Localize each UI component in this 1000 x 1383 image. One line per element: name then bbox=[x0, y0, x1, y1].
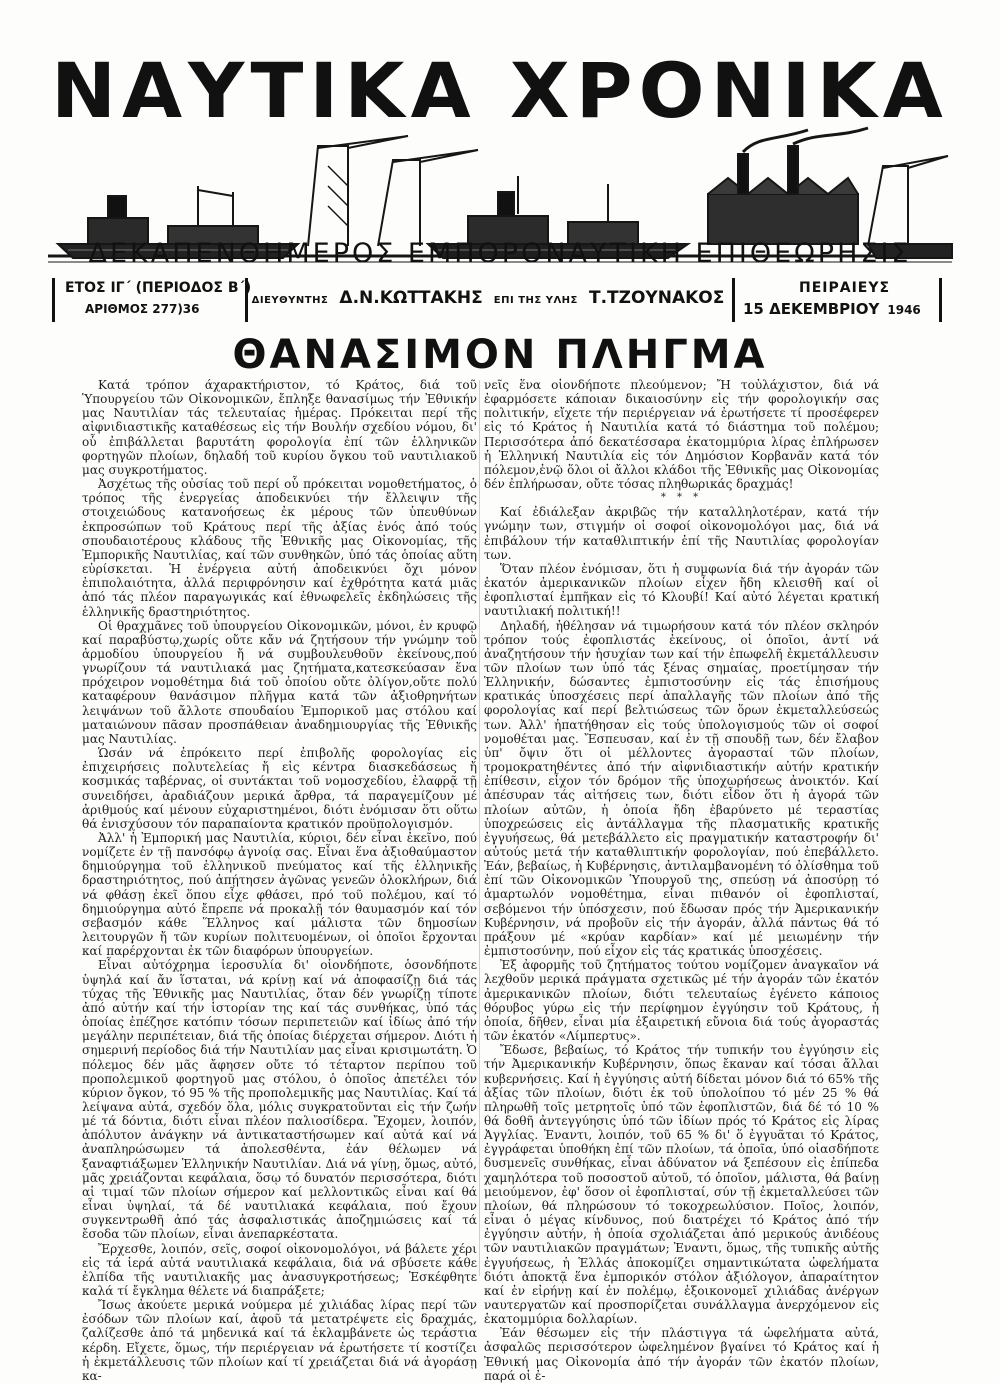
issue-info-bar bbox=[48, 276, 952, 328]
article-paragraph: Ὅταν πλέον ἐνόμισαν, ὅτι ἡ συμφωνία διά τήν ἀγοράν τῶν ἑκατόν ἀμερικανικῶν πλοίων εἶχεν ἤδη κλεισθῆ καί οἱ ἐφοπλισταί ἐμπῆκαν εἰς τό Κλουβί! Καί αὐτό λέγεται κρατική ναυτιλιακή πολιτική!! bbox=[484, 561, 879, 619]
article-paragraph: Κατά τρόπον άχαρακτήριστον, τό Κράτος, διά τοῦ Ὑπουργείου τῶν Οἰκονομικῶν, ἔπληξε θανασίμως τήν Ἐθνικήν μας Ναυτιλίαν τάς τελευταίας ἡμέρας. Πρόκειται περί τῆς αἰφνιδιαστικῆς καταθέσεως εἰς τήν Βουλήν σχεδίου νόμου, δι' οὗ ἐπιβάλλεται βαρυτάτη φορολογία ἐπί τῶν ἑλληνικῶν φορτηγῶν πλοίων, δηλαδή τοῦ κυρίου ὄγκου τοῦ ναυτιλιακοῦ μας συγκροτήματος. bbox=[82, 378, 477, 477]
article-paragraph: Ἐξ ἀφορμῆς τοῦ ζητήματος τούτου νομίζομεν ἀναγκαῖον νά λεχθοῦν μερικά πράγματα σχετικῶς μέ τήν ἀγοράν τῶν ἑκατόν ἀμερικανικῶν πλοίων, διότι τελευταίως ἐγένετο κάποιος θόρυβος γύρω εἰς τήν περίφημον ἐγγύησιν τοῦ Κράτους, ἡ ὁποία, δῆθεν, εἶναι μία ἐξαιρετική εὔνοια διά τούς ἀγοραστάς τῶν ἑκατόν «Λίμπερτυς». bbox=[484, 958, 879, 1044]
issue-city: ΠΕΙΡΑΙΕΥΣ bbox=[799, 280, 891, 296]
article-paragraph: Ἔδωσε, βεβαίως, τό Κράτος τήν τυπικήν του ἐγγύησιν εἰς τήν Ἀμερικανικήν Κυβέρνησιν, ὅπως ἔκαναν καί τόσαι ἄλλαι κυβερνήσεις. Καί ἡ ἐγγύησις αὐτή δίδεται μόνον διά τό 65% τῆς ἀξίας τῶν πλοίων, διότι ἐκ τοῦ ὑπολοίπου τό μέν 25 % θά πληρωθῆ τοῖς μετρητοῖς ὑπό τῶν ἐφοπλιστῶν, διά δέ τό 10 % θά δοθῆ ἀντεγγύησις ὑπό τῶν ἰδίων πρός τό Κράτος εἰς λίρας Ἀγγλίας. Ἐναντι, λοιπόν, τοῦ 65 % δι' ὅ ἐγγυᾶται τό Κράτος, ἐγγράφεται ὑποθήκη ἐπί τῶν πλοίων, τά ὁποῖα, ὑπό οἱασδήποτε δυσμενεῖς συνθήκας, εἶναι ἀδύνατον νά ξεπέσουν εἰς ἐπίπεδα χαμηλότερα τοῦ ποσοστοῦ αὐτοῦ, τό ὁποῖον, μάλιστα, θά βαίνῃ μειούμενον, ἐφ' ὅσον οἱ ἐφοπλισταί, σύν τῇ ἐκμεταλλεύσει τῶν πλοίων, θά πληρώσουν τό τοκοχρεωλύσιον. Ποῖος, λοιπόν, εἶναι ὁ μέγας κίνδυνος, πού διατρέχει τό Κράτος ἀπό τήν ἐγγύησιν αὐτήν, ἡ ὁποία σχολιάζεται ἀπό μερικούς ἀνιδέους τῶν ναυτιλιακῶν πραγμάτων; Ἐναντι, ὅμως, τῆς τυπικῆς αὐτῆς ἐγγυήσεως, ἡ Ἑλλάς ἀποκομίζει σημαντικώτατα ὠφελήματα διότι ἀποκτᾷ ἕνα ἐμπορικόν στόλον ἀξιόλογον, ἀπαραίτητον καί ἐν εἰρήνῃ καί ἐν πολέμῳ, ἐξοικονομεῖ χιλιάδας ἀνέργων ναυτεργατῶν καί προσπορίζεται συνάλλαγμα ἀνερχόμενον εἰς ἑκατομμύρια δολλαρίων. bbox=[484, 1043, 879, 1327]
material-editor-name: Τ.ΤΖΟΥΝΑΚΟΣ bbox=[588, 288, 725, 308]
article-paragraph: Ἔρχεσθε, λοιπόν, σεῖς, σοφοί οἰκονομολόγοι, νά βάλετε χέρι εἰς τά ἱερά αὐτά ναυτιλιακά κεφάλαια, διά νά σβύσετε κάθε ἐλπίδα τῆς ναυτιλιακῆς μας ἀνασυγκροτήσεως; Ἐσκέφθητε καλά τί ἔγκλημα θέλετε νά διαπράξετε; bbox=[82, 1241, 477, 1298]
director-name: Δ.Ν.ΚΩΤΤΑΚΗΣ bbox=[339, 288, 483, 308]
article-paragraph: Δηλαδή, ἠθέλησαν νά τιμωρήσουν κατά τόν πλέον σκληρόν τρόπον τούς ἐφοπλιστάς ἐκείνους, οἱ ὁποῖοι, ἀντί νά ἀναζητήσουν τήν ἡσυχίαν των καί τήν ἐπωφελῆ ἐκμετάλλευσιν τῶν πλοίων των ὑπό τάς ξένας σημαίας, προετίμησαν τήν Ἑλληνικήν, δώσαντες ἐμπιστοσύνην εἰς τάς ἐπισήμους κρατικάς ὑποσχέσεις περί ἀπαλλαγῆς τῶν πλοίων ἀπό τῆς φορολογίας καί περί βελτιώσεως τῶν ὅρων ἐκμεταλλεύσεώς των. Ἀλλ' ἠπατήθησαν εἰς τούς ὑπολογισμούς τῶν οἱ σοφοί νομοθέται μας. Ἔσπευσαν, καί ἐν τῇ σπουδῇ των, δέν ἔλαβον ὑπ' ὄψιν ὅτι οἱ μέλλοντες ἀγορασταί τῶν πλοίων, τρομοκρατηθέντες ἀπό τήν αἰφνιδιαστικήν αὐτήν κρατικήν ἐπίθεσιν, εἶχον τόν δρόμον τῆς ὑποχωρήσεως ἀνοικτόν. Καί ἀπέσυραν τάς αἰτήσεις των, διότι εἶδον ὅτι ἡ ἀγορά τῶν πλοίων αὐτῶν, ἡ ὁποία ἤδη ἐβαρύνετο μέ τεραστίας ὑποχρεώσεις εἰς ἀντάλλαγμα τῆς πλασματικῆς κρατικῆς ἐγγυήσεως, θά μετεβάλλετο εἰς πραγματικήν καταστροφήν δι' αὐτούς μετά τήν καταθλιπτικήν φορολογίαν, πού ἐπεβάλλετο. Ἐάν, βεβαίως, ἡ Κυβέρνησις, ἀντιλαμβανομένη τό ὀλίσθημα τοῦ ἐπί τῶν Οἰκονομικῶν Ὑπουργοῦ της, σπεύσῃ νά ἀποσύρῃ τό ἁμαρτωλόν νομοθέτημα, εἶναι πιθανόν οἱ ἐφοπλισταί, σεβόμενοι τήν ὑπόσχεσιν, πού ἔδωσαν πρός τήν Ἀμερικανικήν Κυβέρνησιν, νά προβοῦν εἰς τήν ἀγοράν, ἀλλά πάντως θά τό πράξουν μέ «κρύαν καρδίαν» καί μέ μειωμένην τήν ἐμπιστοσύνην, πού εἶχον εἰς τάς κρατικάς ὑποσχέσεις. bbox=[484, 618, 879, 959]
article-headline: ΘΑΝΑΣΙΜΟΝ ΠΛΗΓΜΑ bbox=[232, 332, 768, 378]
issue-date bbox=[743, 300, 921, 318]
article-paragraph: Καί ἐδιάλεξαν ἀκριβῶς τήν καταλληλοτέραν, κατά τήν γνώμην των, στιγμήν οἱ σοφοί οἰκονομολόγοι μας, διά νά ἐπιβάλουν τήν καταθλιπτικήν ἐπί τῆς Ναυτιλίας φορολογίαν των. bbox=[484, 505, 879, 562]
newspaper-subtitle: ΔΕΚΑΠΕΝΘΗΜΕΡΟΣ ΕΜΠΟΡΟΝΑΥΤΙΚΗ ΕΠΙΘΕΩΡΗΣΙΣ bbox=[88, 238, 912, 269]
director-label: ΔΙΕΥΘΥΝΤΗΣ bbox=[251, 295, 329, 306]
issue-year-box bbox=[52, 278, 252, 322]
article-paragraph: Ἴσως ἀκούετε μερικά νούμερα μέ χιλιάδας λίρας περί τῶν ἐσόδων τῶν πλοίων καί, ἀφοῦ τά μετατρέψετε εἰς δραχμάς, ζαλίζεσθε ἀπό τά μηδενικά καί τά ἐκλαμβάνετε ὡς τεράστια κέρδη. Εἴχετε, ὅμως, τήν περιέργειαν νά ἐρωτήσετε τί κοστίζει ἡ ἐκμετάλλευσις τῶν πλοίων καί τί χρειάζεται διά νά ἀγοράσῃ κα- bbox=[82, 1298, 477, 1383]
column-divider bbox=[479, 380, 480, 1276]
article-column-right bbox=[484, 378, 879, 1383]
article-column-left bbox=[82, 378, 477, 1383]
article-paragraph: νεῖς ἕνα οἱονδήποτε πλεούμενον; Ἤ τοὐλάχιστον, διά νά ἐφαρμόσετε κάποιαν δικαιοσύνην εἰς τήν φορολογικήν σας πολιτικήν, εἴχετε τήν περιέργειαν νά ἐρωτήσετε τί προσέφερεν εἰς τό Κράτος ἡ Ναυτιλία κατά τό διάστημα τοῦ πολέμου; Περισσότερα ἀπό δεκατέσσαρα ἑκατομμύρια λίρας ἐπλήρωσεν ἡ Ἑλληνική Ναυτιλία εἰς τόν Δημόσιον Κορβανᾶν κατά τόν πόλεμον,ἐνῷ ὅλοι οἱ ἄλλοι κλάδοι τῆς Ἐθνικῆς μας Οἰκονομίας δέν ἐπλήρωσαν, οὔτε τόσας πληθωρικάς δραχμάς! bbox=[484, 378, 879, 492]
issue-day-month: 15 ΔΕΚΕΜΒΡΙΟΥ bbox=[743, 300, 880, 318]
issue-year-number: 1946 bbox=[887, 303, 921, 317]
article-paragraph: Ἀσχέτως τῆς οὐσίας τοῦ περί οὗ πρόκειται νομοθετήματος, ὁ τρόπος τῆς ἐνεργείας ἀποδεικνύει τήν ἔλλειψιν τῆς στοιχειώδους κατανοήσεως ἐκ μέρους τῶν ὑπευθύνων ἐκπροσώπων τοῦ Κράτους περί τῆς ἀξίας ἑνός ἀπό τούς σπουδαιοτέρους κλάδους τῆς Ἐθνικῆς μας Οἰκονομίας, τῆς Ἐμπορικῆς Ναυτιλίας, καί τῶν συνθηκῶν, ὑπό τάς ὁποίας αὕτη εὑρίσκεται. Ἡ ἐνέργεια αὐτή ἀποδεικνύει ὄχι μόνον ἐπιπολαιότητα, ἀλλά περιφρόνησιν καί ἐχθρότητα κατά μιᾶς ἀπό τάς πλέον παραγωγικάς καί ἐθνωφελεῖς ἐκδηλώσεις τῆς ἑλληνικῆς δραστηριότητος. bbox=[82, 477, 477, 619]
masthead bbox=[48, 46, 952, 230]
article-paragraph: Ἀλλ' ἡ Ἐμπορική μας Ναυτιλία, κύριοι, δέν εἶναι ἐκεῖνο, πού νομίζετε ἐν τῇ πανσόφῳ ἀγνοίᾳ σας. Εἶναι ἕνα ἀξιοθαύμαστον δημιούργημα τοῦ ἑλληνικοῦ πνεύματος καί τῆς ἑλληνικῆς δραστηριότητος, πού ἀπῄτησεν ἀγῶνας γενεῶν ὁλοκλήρων, διά νά φθάσῃ ἐκεῖ ὅπου εἶχε φθάσει, πρό τοῦ πολέμου, καί τό δημιούργημα αὐτό ἔπρεπε νά προκαλῇ τόν θαυμασμόν καί τόν σεβασμόν κάθε Ἕλληνος καί μάλιστα τῶν δημοσίων λειτουργῶν ἤ τῶν κυρίων πολιτευομένων, οἱ ὁποῖοι ἔρχονται καί παρέρχονται ἐκ τῶν διαφόρων ὑπουργείων. bbox=[82, 831, 477, 959]
material-label: ΕΠΙ ΤΗΣ ΥΛΗΣ bbox=[493, 295, 578, 306]
newspaper-title: ΝΑΥΤΙΚΑ ΧΡΟΝΙΚΑ bbox=[51, 46, 949, 135]
issue-year: ΕΤΟΣ ΙΓ΄ (ΠΕΡΙΟΔΟΣ Β΄) bbox=[65, 280, 252, 296]
article-paragraph: Οἱ θραχμᾶνες τοῦ ὑπουργείου Οἰκονομικῶν, μόνοι, ἐν κρυφῷ καί παραβύστῳ,χωρίς οὔτε κἄν νά ζητήσουν τήν γνώμην τοῦ ἁρμοδίου ὑπουργείου ἤ νά συμβουλευθοῦν ἐκείνους,πού γνωρίζουν τά ναυτιλιακά μας ζητήματα,κατεσκεύασαν ἕνα πρόχειρον νομοθέτημα διά τοῦ ὁποίου οὔτε ὀλίγον,οὔτε πολύ καταφέρουν θανάσιμον πλῆγμα κατά τῶν ἀξιοθρηνήτων λειψάνων τοῦ ἄλλοτε σπουδαίου Ἐμπορικοῦ μας στόλου καί ματαιώνουν πᾶσαν προσπάθειαν ἀναδημιουργίας τῆς Ἐθνικῆς μας Ναυτιλίας. bbox=[82, 618, 477, 746]
article-paragraph: Ἐάν θέσωμεν εἰς τήν πλάστιγγα τά ὠφελήματα αὐτά, ἀσφαλῶς περισσότερον ὠφελημένον βγαίνει τό Κράτος καί ἡ Ἐθνική μας Οἰκονομία ἀπό τήν ἀγοράν τῶν ἑκατόν πλοίων, παρά οἱ ἐ- bbox=[484, 1326, 879, 1383]
editors-line bbox=[250, 288, 732, 308]
article-paragraph: Ὡσάν νά ἐπρόκειτο περί ἐπιβολῆς φορολογίας εἰς ἐπιχειρήσεις πολυτελείας ἤ εἰς κέντρα διασκεδάσεως ἤ κοσμικάς ταβέρνας, οἱ συντάκται τοῦ νομοσχεδίου, ἐλαφρᾷ τῇ συνειδήσει, ἀραδιάζουν μερικά ἄρθρα, τά παραγεμίζουν μέ ἀριθμούς καί μένουν εὐχαριστημένοι, διότι ἐνόμισαν ὅτι οὕτω θά ἐνισχύσουν τόν παραπαίοντα κρατικόν προϋπολογισμόν. bbox=[82, 746, 477, 831]
article-paragraph: Εἶναι αὐτόχρημα ἱεροσυλία δι' οἱονδήποτε, ὁσονδήποτε ὑψηλά καί ἄν ἵσταται, νά κρίνῃ καί νά ἀποφασίζῃ διά τάς τύχας τῆς Ἐθνικῆς μας Ναυτιλίας, ὅταν δέν γνωρίζῃ τίποτε ἀπό αὐτήν καί τήν ἱστορίαν της καί τάς συνθήκας, ὑπό τάς ὁποίας ἐπέζησε κατόπιν τόσων περιπετειῶν καί ἰδίως ἀπό τήν μεγάλην περιπέτειαν, διά τῆς ὁποίας διέρχεται σήμερον. Διότι ἡ σημερινή περίοδος διά τήν Ναυτιλίαν μας εἶναι κρισιμωτάτη. Ὁ πόλεμος δέν μᾶς ἄφησεν οὔτε τό τέταρτον περίπου τοῦ προπολεμικοῦ φορτηγοῦ μας στόλου, ὁ ὁποῖος ἀπετέλει τόν κύριον ὄγκον, τό 95 % τῆς προπολεμικῆς μας Ναυτιλίας. Καί τά λείψανα αὐτά, σχεδόν ὅλα, μόλις συγκρατοῦνται εἰς τήν ζωήν μέ τά δόντια, διότι εἶναι πλέον παλιοσίδερα. Ἔχομεν, λοιπόν, ἀπόλυτον ἀνάγκην νά ἀντικαταστήσωμεν καί αὐτά καί νά ἀναπληρώσωμεν τά ἀπολεσθέντα, ἐάν θέλωμεν νά ξαναφτιάξωμεν Ἑλληνικήν Ναυτιλίαν. Διά νά γίνῃ, ὅμως, αὐτό, μᾶς χρειάζονται κεφάλαια, ὅσῳ τό δυνατόν περισσότερα, διότι αἱ τιμαί τῶν πλοίων σήμερον καί μελλοντικῶς εἶναι καί θά εἶναι ὑψηλαί, τά δέ ναυτιλιακά κεφάλαια, πού ἔχουν συγκεντρωθῆ ἀπό τάς ἀσφαλιστικάς ἀποζημιώσεις καί τά ἔσοδα τῶν πλοίων, εἶναι ἀνεπαρκέστατα. bbox=[82, 958, 477, 1242]
issue-date-box bbox=[732, 278, 942, 322]
issue-number: ΑΡΙΘΜΟΣ 277)36 bbox=[85, 302, 200, 316]
section-separator: * * * bbox=[660, 492, 703, 504]
